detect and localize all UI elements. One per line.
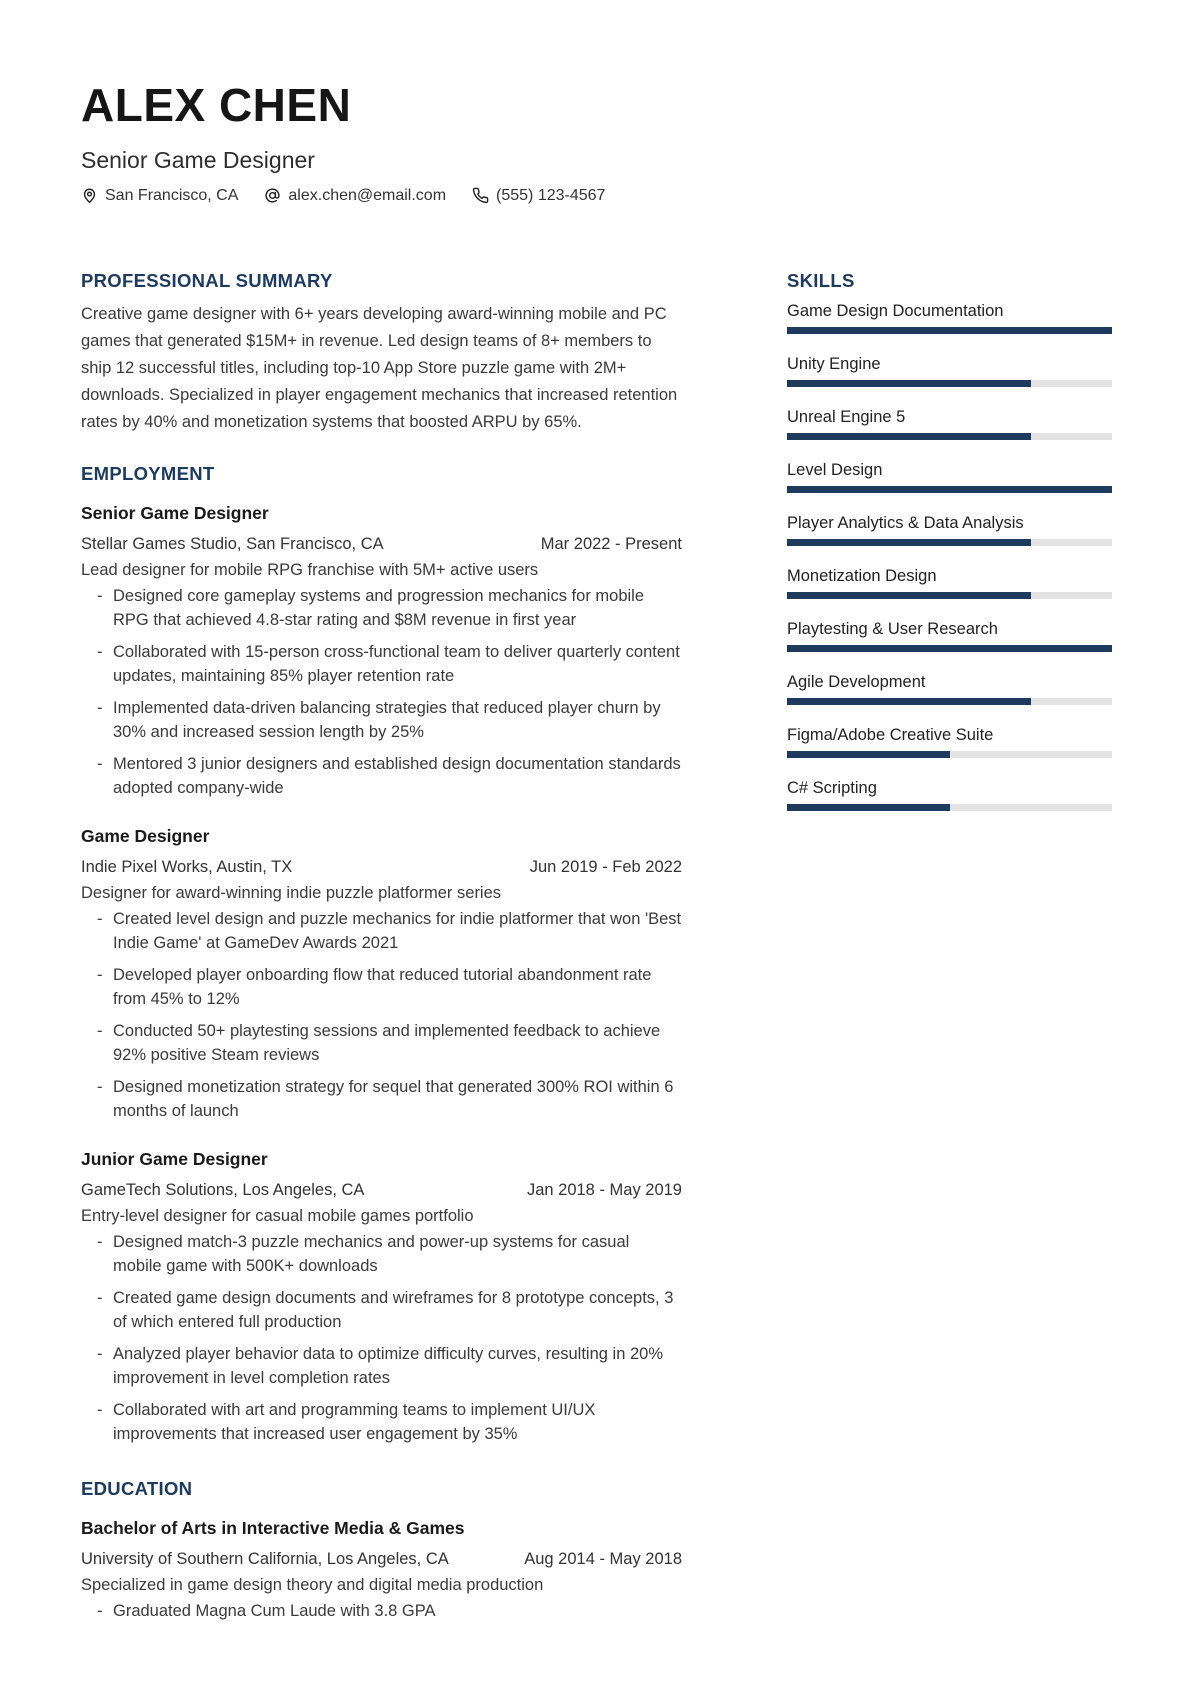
entry-company: Stellar Games Studio, San Francisco, CA bbox=[81, 534, 384, 553]
contact-text: alex.chen@email.com bbox=[288, 186, 447, 204]
entry-title: Senior Game Designer bbox=[81, 502, 269, 523]
bullet-item bbox=[81, 1075, 682, 1124]
bullet-text: Developed player onboarding flow that reduced tutorial abandonment rate from 45% to 12% bbox=[113, 965, 652, 1009]
skill-label: Figma/Adobe Creative Suite bbox=[787, 725, 994, 744]
skill-label: C# Scripting bbox=[787, 778, 877, 797]
bullet-text: Collaborated with 15-person cross-functional team to deliver quarterly content updates, maintaining 85% player retention rate bbox=[113, 642, 680, 686]
skill-bar-fill bbox=[787, 486, 1112, 493]
entry-description: Specialized in game design theory and digital media production bbox=[81, 1575, 544, 1594]
bullet-item bbox=[81, 752, 682, 801]
resume-header bbox=[81, 80, 1112, 207]
bullet-item bbox=[81, 907, 682, 956]
entry-title: Bachelor of Arts in Interactive Media & Games bbox=[81, 1517, 465, 1538]
skill-bar-track bbox=[787, 486, 1112, 493]
skills-heading: SKILLS bbox=[787, 269, 855, 291]
resume-entry bbox=[81, 1509, 682, 1624]
bullet-marker: - bbox=[97, 965, 103, 984]
bullet-item bbox=[81, 1019, 682, 1068]
skill-item bbox=[787, 354, 1112, 387]
bullet-marker: - bbox=[97, 1288, 103, 1307]
skills-sidebar bbox=[787, 269, 1112, 1640]
skill-bar-track bbox=[787, 751, 1112, 758]
bullet-text: Designed monetization strategy for sequel that generated 300% ROI within 6 months of launch bbox=[113, 1077, 674, 1121]
skill-bar-fill bbox=[787, 327, 1112, 334]
contact-item bbox=[264, 185, 446, 207]
bullet-text: Created game design documents and wireframes for 8 prototype concepts, 3 of which entered full production bbox=[113, 1288, 674, 1332]
person-name: ALEX CHEN bbox=[81, 79, 352, 131]
skill-bar-fill bbox=[787, 645, 1112, 652]
summary-section bbox=[81, 269, 682, 436]
contact-text: (555) 123-4567 bbox=[496, 186, 606, 204]
contact-item bbox=[81, 185, 238, 207]
entry-description: Lead designer for mobile RPG franchise with 5M+ active users bbox=[81, 560, 539, 579]
skill-bar-track bbox=[787, 327, 1112, 334]
bullet-text: Collaborated with art and programming teams to implement UI/UX improvements that increased user engagement by 35% bbox=[113, 1400, 596, 1444]
entry-bullet-list bbox=[81, 1230, 682, 1447]
entry-title: Game Designer bbox=[81, 825, 210, 846]
skill-label: Player Analytics & Data Analysis bbox=[787, 513, 1024, 532]
entry-bullet-list bbox=[81, 584, 682, 801]
skill-item bbox=[787, 513, 1112, 546]
skill-bar-track bbox=[787, 592, 1112, 599]
phone-icon bbox=[472, 187, 489, 204]
contact-text: San Francisco, CA bbox=[105, 186, 239, 204]
bullet-item bbox=[81, 1230, 682, 1279]
entry-dates: Jan 2018 - May 2019 bbox=[526, 1180, 682, 1199]
bullet-item bbox=[81, 584, 682, 633]
bullet-item bbox=[81, 696, 682, 745]
skill-bar-fill bbox=[787, 804, 950, 811]
entry-company: University of Southern California, Los Angeles, CA bbox=[81, 1549, 449, 1568]
skill-label: Game Design Documentation bbox=[787, 301, 1004, 320]
employment-heading: EMPLOYMENT bbox=[81, 462, 215, 484]
resume-entry bbox=[81, 494, 682, 801]
bullet-marker: - bbox=[97, 1601, 103, 1620]
resume-entry bbox=[81, 817, 682, 1124]
skill-label: Monetization Design bbox=[787, 566, 937, 585]
bullet-item bbox=[81, 1342, 682, 1391]
skill-label: Agile Development bbox=[787, 672, 926, 691]
entry-description: Entry-level designer for casual mobile games portfolio bbox=[81, 1206, 474, 1225]
skill-bar-track bbox=[787, 804, 1112, 811]
skill-bar-track bbox=[787, 539, 1112, 546]
bullet-marker: - bbox=[97, 698, 103, 717]
skill-item bbox=[787, 407, 1112, 440]
skill-bar-track bbox=[787, 433, 1112, 440]
bullet-text: Designed core gameplay systems and progression mechanics for mobile RPG that achieved 4.8-star rating and $8M revenue in first year bbox=[113, 586, 645, 630]
bullet-marker: - bbox=[97, 642, 103, 661]
entry-dates: Mar 2022 - Present bbox=[540, 534, 682, 553]
bullet-item bbox=[81, 640, 682, 689]
skill-item bbox=[787, 778, 1112, 811]
summary-text: Creative game designer with 6+ years developing award-winning mobile and PC games that generated $15M+ in revenue. Led design teams of 8+ members to ship 12 successful titles, including top-10 App Store puzzle game with 2M+ downloads. Specialized in player engagement mechanics that increased retention rates by 40% and monetization systems that boosted ARPU by 65%. bbox=[81, 304, 678, 431]
education-section bbox=[81, 1477, 682, 1624]
bullet-text: Conducted 50+ playtesting sessions and implemented feedback to achieve 92% positive Steam reviews bbox=[113, 1021, 661, 1065]
employment-section bbox=[81, 462, 682, 1447]
bullet-text: Implemented data-driven balancing strategies that reduced player churn by 30% and increased session length by 25% bbox=[113, 698, 661, 742]
bullet-text: Mentored 3 junior designers and established design documentation standards adopted company-wide bbox=[113, 754, 681, 798]
skill-bar-fill bbox=[787, 380, 1031, 387]
skill-label: Level Design bbox=[787, 460, 883, 479]
skill-item bbox=[787, 460, 1112, 493]
skills-list bbox=[787, 301, 1112, 811]
bullet-item bbox=[81, 1398, 682, 1447]
job-list bbox=[81, 494, 682, 1447]
skill-item bbox=[787, 672, 1112, 705]
skill-label: Unreal Engine 5 bbox=[787, 407, 906, 426]
resume-entry bbox=[81, 1140, 682, 1447]
bullet-marker: - bbox=[97, 1344, 103, 1363]
entry-dates: Jun 2019 - Feb 2022 bbox=[529, 857, 682, 876]
bullet-text: Designed match-3 puzzle mechanics and power-up systems for casual mobile game with 500K+ downloads bbox=[113, 1232, 630, 1276]
entry-bullet-list bbox=[81, 907, 682, 1124]
contact-item bbox=[472, 185, 605, 207]
bullet-marker: - bbox=[97, 1400, 103, 1419]
skill-bar-track bbox=[787, 380, 1112, 387]
entry-company-row bbox=[81, 1546, 682, 1572]
skill-bar-track bbox=[787, 645, 1112, 652]
person-job-title: Senior Game Designer bbox=[81, 146, 315, 173]
entry-company-row bbox=[81, 531, 682, 557]
entry-company: Indie Pixel Works, Austin, TX bbox=[81, 857, 293, 876]
skill-item bbox=[787, 725, 1112, 758]
bullet-marker: - bbox=[97, 1021, 103, 1040]
skill-item bbox=[787, 566, 1112, 599]
bullet-marker: - bbox=[97, 754, 103, 773]
bullet-text: Created level design and puzzle mechanics for indie platformer that won 'Best Indie Game' at GameDev Awards 2021 bbox=[113, 909, 682, 953]
skill-bar-track bbox=[787, 698, 1112, 705]
skill-bar-fill bbox=[787, 698, 1031, 705]
bullet-marker: - bbox=[97, 1077, 103, 1096]
skill-item bbox=[787, 301, 1112, 334]
summary-heading: PROFESSIONAL SUMMARY bbox=[81, 269, 333, 291]
skill-item bbox=[787, 619, 1112, 652]
skill-label: Unity Engine bbox=[787, 354, 881, 373]
contact-row bbox=[81, 185, 1112, 207]
bullet-text: Analyzed player behavior data to optimize difficulty curves, resulting in 20% improvement in level completion rates bbox=[113, 1344, 663, 1388]
skill-bar-fill bbox=[787, 592, 1031, 599]
entry-company: GameTech Solutions, Los Angeles, CA bbox=[81, 1180, 365, 1199]
location-pin-icon bbox=[81, 187, 98, 204]
entry-company-row bbox=[81, 854, 682, 880]
skill-bar-fill bbox=[787, 433, 1031, 440]
content-columns bbox=[81, 269, 1112, 1640]
main-column bbox=[81, 269, 682, 1640]
bullet-item bbox=[81, 1286, 682, 1335]
entry-title: Junior Game Designer bbox=[81, 1148, 268, 1169]
bullet-marker: - bbox=[97, 909, 103, 928]
skill-label: Playtesting & User Research bbox=[787, 619, 998, 638]
bullet-marker: - bbox=[97, 1232, 103, 1251]
bullet-item bbox=[81, 963, 682, 1012]
education-entry-list bbox=[81, 1509, 682, 1624]
entry-dates: Aug 2014 - May 2018 bbox=[524, 1549, 682, 1568]
education-heading: EDUCATION bbox=[81, 1477, 193, 1499]
bullet-marker: - bbox=[97, 586, 103, 605]
at-sign-icon bbox=[264, 187, 281, 204]
bullet-item bbox=[81, 1599, 682, 1624]
skill-bar-fill bbox=[787, 539, 1031, 546]
entry-company-row bbox=[81, 1177, 682, 1203]
entry-bullet-list bbox=[81, 1599, 682, 1624]
skill-bar-fill bbox=[787, 751, 950, 758]
entry-description: Designer for award-winning indie puzzle platformer series bbox=[81, 883, 502, 902]
bullet-text: Graduated Magna Cum Laude with 3.8 GPA bbox=[113, 1601, 436, 1620]
